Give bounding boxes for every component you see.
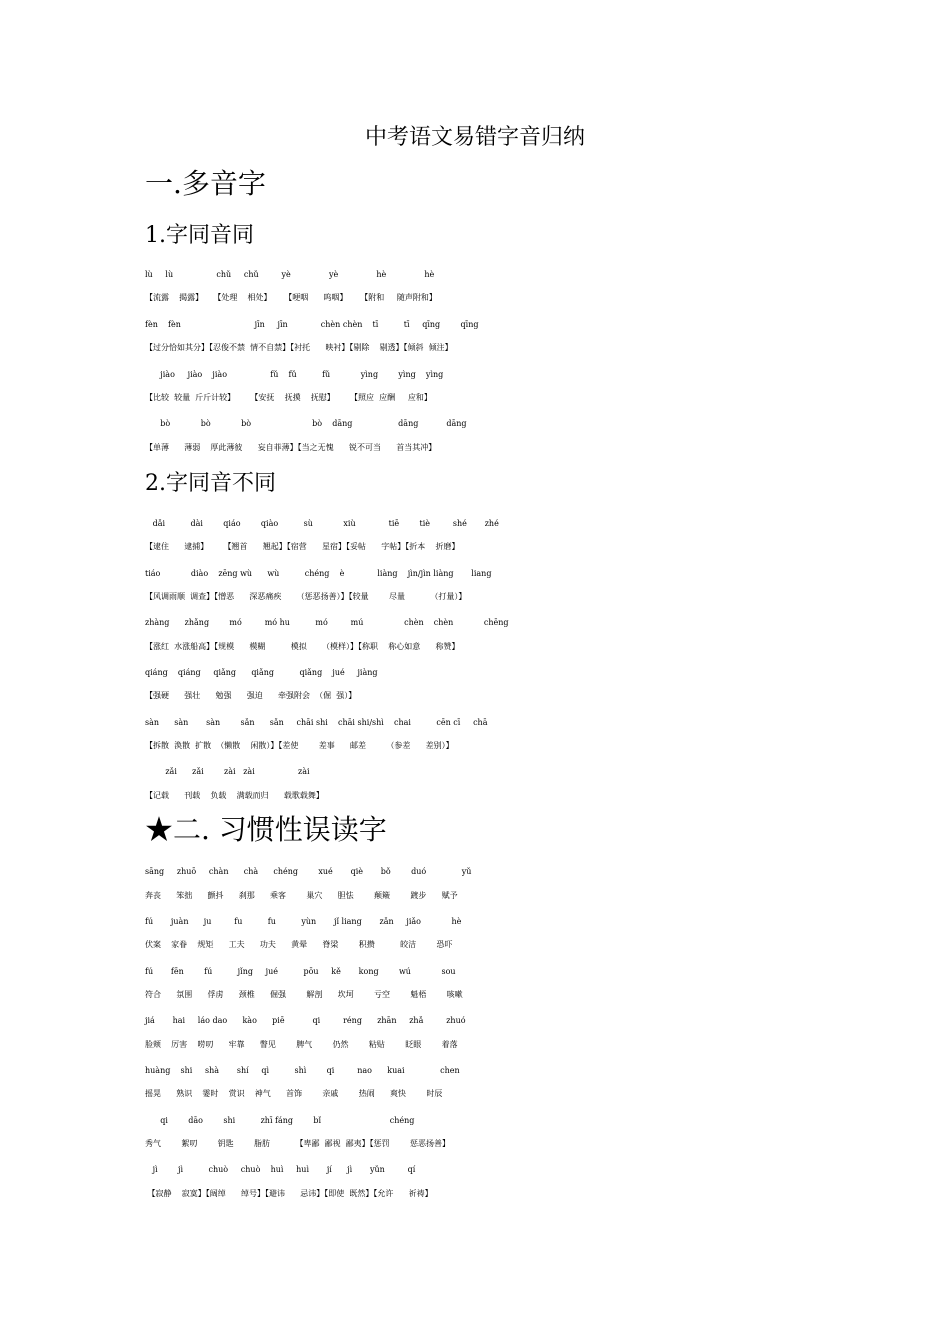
word-line: 【单薄 薄弱 厚此薄彼 妄自菲薄】【当之无愧 锐不可当 首当其冲】 [145, 443, 437, 452]
word-line: 【拆散 涣散 扩散 （懒散 闲散）】【差使 差事 邮差 （参差 差别）】 [145, 741, 454, 750]
section-heading-misread: ★二. 习惯性误读字 [145, 813, 387, 846]
pinyin-line: jì jì chuò chuò huì huì jí jì yǔn qí [145, 1165, 416, 1174]
pinyin-line: bò bò bò bò dāng dāng dāng [145, 419, 467, 428]
document-title: 中考语文易错字音归纳 [364, 125, 585, 150]
word-line: 符合 氛围 俘虏 颈椎 倔强 解剖 坎坷 亏空 魁梧 咳嗽 [145, 990, 463, 999]
pinyin-line: fèn fèn jīn jīn chèn chèn tī tī qīng qīng [145, 320, 479, 329]
word-line: 【逮住 逮捕】 【翘首 翘起】【宿营 星宿】【妥帖 字帖】【折本 折磨】 [145, 542, 460, 551]
pinyin-line: jiá hai láo dao kào piē qi réng zhān zhǎ zhuó [145, 1016, 466, 1025]
word-line: 伏案 家眷 规矩 工夫 功夫 黄晕 脊梁 积攒 皎洁 恐吓 [145, 940, 453, 949]
pinyin-line: qi dāo shi zhī fáng bǐ chéng [145, 1116, 415, 1125]
word-line: 【比较 较量 斤斤计较】 【安抚 抚摸 抚慰】 【照应 应酬 应和】 [145, 393, 432, 402]
pinyin-line: fú fēn fú jǐng jué pōu kě kong wú sou [145, 967, 456, 976]
subsection-heading-same-sound: 1.字同音同 [145, 223, 254, 248]
word-line: 【涨红 水涨船高】【规模 模糊 模拟 （模样）】【称职 称心如意 称赞】 [145, 642, 460, 651]
pinyin-line: tiáo diào zēng wù wù chéng è liàng jìn/jìn liàng liang [145, 569, 492, 578]
word-line: 奔丧 笨拙 颤抖 刹那 乘客 巢穴 胆怯 颠簸 踱步 赋予 [145, 891, 458, 900]
word-line: 【过分恰如其分】【忍俊不禁 情不自禁】【衬托 映衬】【剔除 剔透】【倾斜 倾注】 [145, 343, 453, 352]
word-line: 脸颊 厉害 唠叨 牢靠 瞥见 脾气 仍然 粘贴 眨眼 着落 [145, 1040, 458, 1049]
word-line: 【寂静 寂寞】【阔绰 绰号】【避讳 忌讳】【即使 既然】【允许 祈祷】 [145, 1189, 433, 1198]
subsection-heading-different-sound: 2.字同音不同 [145, 471, 276, 496]
word-line: 【风调雨顺 调查】【憎恶 深恶痛疾 （惩恶扬善）】【较量 尽量 （打量）】 [145, 592, 467, 601]
pinyin-line: zǎi zǎi zài zài zài [145, 767, 310, 776]
pinyin-line: sāng zhuō chàn chà chéng xué qiè bǒ duó yǔ [145, 867, 472, 876]
pinyin-line: jiào jiào jiào fǔ fǔ fǔ yìng yìng yìng [145, 370, 444, 379]
pinyin-line: zhàng zhǎng mó mó hu mó mú chèn chèn chēng [145, 618, 509, 627]
word-line: 【强硬 强壮 勉强 强迫 牵强附会 （倔 强）】 [145, 691, 357, 700]
section-heading-polyphonic: 一.多音字 [145, 167, 266, 200]
pinyin-line: sàn sàn sàn sǎn sǎn chāi shi chāi shi/shì chai cēn cī chā [145, 718, 488, 727]
pinyin-line: fú juàn ju fu fu yùn jǐ liang zǎn jiǎo hè [145, 917, 462, 926]
pinyin-line: lù lù chǔ chǔ yè yè hè hè [145, 270, 435, 279]
pinyin-line: qiáng qiáng qiǎng qiǎng qiǎng jué jiàng [145, 668, 378, 677]
word-line: 【记载 刊载 负载 满载而归 载歌载舞】 [145, 791, 324, 800]
word-line: 秀气 絮叨 钥匙 脂肪 【卑鄙 鄙视 鄙夷】【惩罚 惩恶扬善】 [145, 1139, 450, 1148]
word-line: 摇晃 熟识 霎时 赏识 神气 首饰 亲戚 热闹 爽快 时辰 [145, 1089, 443, 1098]
pinyin-line: dǎi dài qiáo qiào sù xiù tiē tiè shé zhé [145, 519, 499, 528]
pinyin-line: huàng shi shà shí qì shì qi nao kuai chen [145, 1066, 460, 1075]
word-line: 【流露 揭露】 【处理 相处】 【哽咽 呜咽】 【附和 随声附和】 [145, 293, 437, 302]
